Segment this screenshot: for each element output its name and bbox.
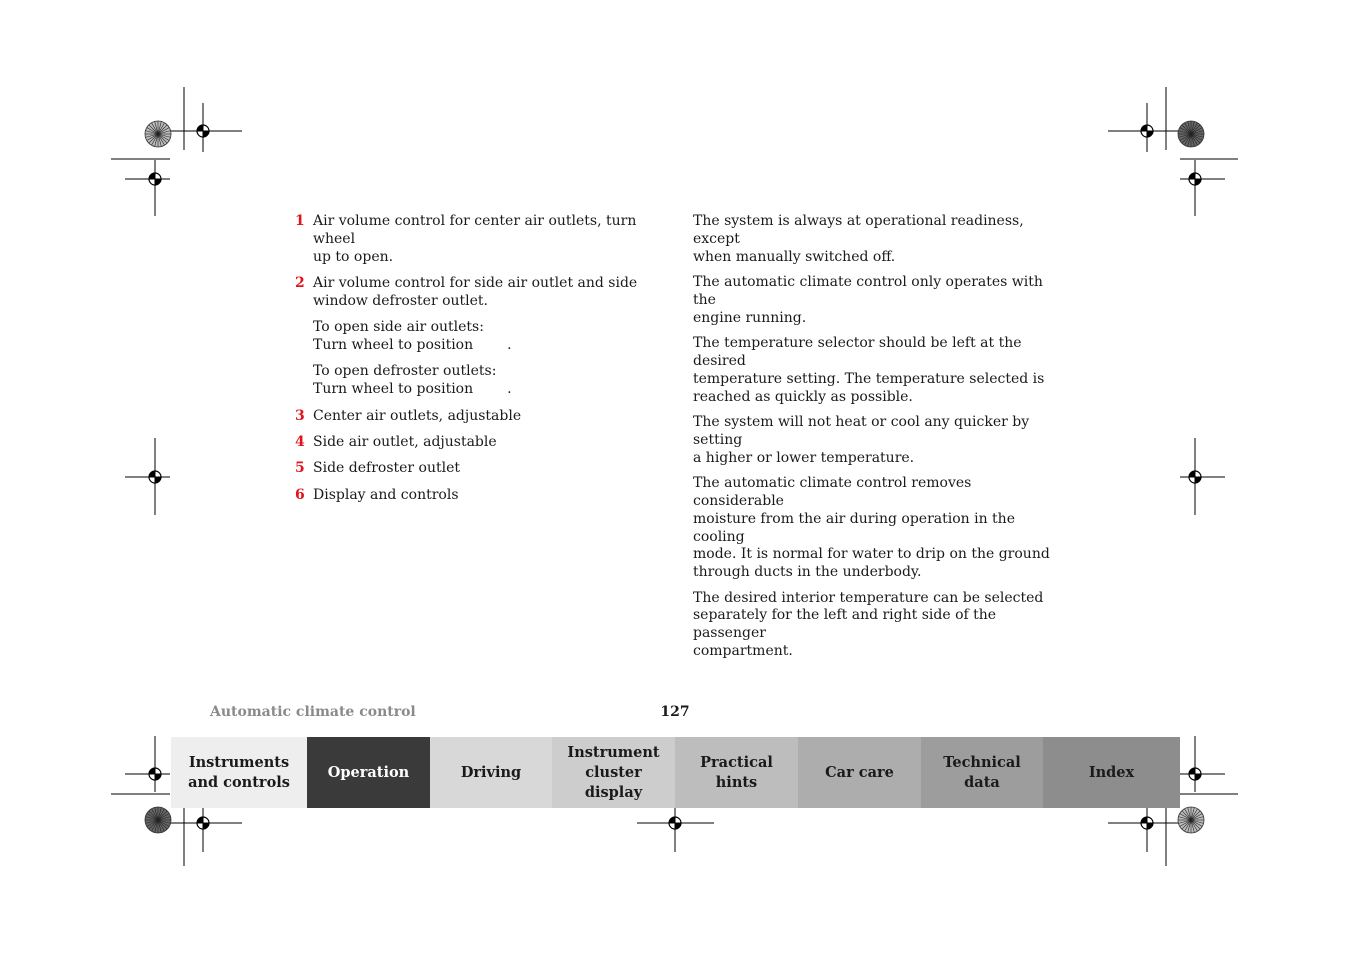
paragraph-line: engine running. xyxy=(693,309,807,326)
instruction-text: Turn wheel to position xyxy=(313,336,474,353)
body-paragraph xyxy=(693,590,1055,661)
item-text: Display and controls xyxy=(313,486,459,503)
instruction-period: . xyxy=(507,336,512,353)
paragraph-line: compartment. xyxy=(693,642,793,659)
nav-tab[interactable] xyxy=(798,737,921,808)
legend-item-3 xyxy=(295,408,665,426)
nav-tab[interactable] xyxy=(1043,737,1180,808)
item-number: 3 xyxy=(295,407,305,424)
right-column xyxy=(693,213,1055,668)
item-text: Air volume control for side air outlet and side xyxy=(313,274,638,291)
body-paragraph xyxy=(693,274,1055,327)
item-text: Side air outlet, adjustable xyxy=(313,433,497,450)
paragraph-line: a higher or lower temperature. xyxy=(693,449,915,466)
instruction-heading: To open side air outlets: xyxy=(313,319,484,336)
nav-tab[interactable] xyxy=(171,737,307,808)
instruction-side-outlets xyxy=(295,319,665,355)
section-title: Automatic climate control xyxy=(210,704,416,720)
paragraph-line: The system is always at operational readiness, except xyxy=(693,213,1024,247)
item-text: window defroster outlet. xyxy=(313,292,488,309)
paragraph-line: The automatic climate control removes considerable xyxy=(693,475,972,509)
paragraph-line: The temperature selector should be left at the desired xyxy=(693,335,1022,369)
paragraph-line: The desired interior temperature can be selected xyxy=(693,589,1044,606)
body-paragraph xyxy=(693,213,1055,266)
paragraph-line: when manually switched off. xyxy=(693,248,896,265)
nav-tab[interactable] xyxy=(430,737,552,808)
nav-tab-label: cluster display xyxy=(584,763,643,801)
legend-item-6 xyxy=(295,487,665,505)
item-number: 6 xyxy=(295,486,305,503)
legend-item-5 xyxy=(295,460,665,478)
item-text: up to open. xyxy=(313,248,394,265)
nav-tab-label: Instrument xyxy=(567,743,660,761)
item-text: Air volume control for center air outlets, turn wheel xyxy=(313,213,637,247)
item-number: 5 xyxy=(295,460,305,477)
item-text: Center air outlets, adjustable xyxy=(313,407,522,424)
instruction-period: . xyxy=(507,381,512,398)
legend-item-1 xyxy=(295,213,665,266)
paragraph-line: mode. It is normal for water to drip on the ground xyxy=(693,546,1050,563)
paragraph-line: separately for the left and right side of the passenger xyxy=(693,607,997,642)
paragraph-line: The automatic climate control only operates with the xyxy=(693,274,1043,308)
legend-item-2 xyxy=(295,275,665,311)
nav-tab-label: Practical hints xyxy=(700,753,773,791)
body-paragraph xyxy=(693,335,1055,406)
legend-item-4 xyxy=(295,434,665,452)
nav-tab[interactable] xyxy=(307,737,430,808)
instruction-text: Turn wheel to position xyxy=(313,381,474,398)
body-paragraph xyxy=(693,414,1055,467)
paragraph-line: moisture from the air during operation in the cooling xyxy=(693,510,1015,545)
nav-tab[interactable] xyxy=(552,737,675,808)
body-paragraph xyxy=(693,475,1055,582)
nav-tab[interactable] xyxy=(675,737,798,808)
nav-tab-label: Driving xyxy=(460,763,522,781)
paragraph-line: through ducts in the underbody. xyxy=(693,564,922,581)
nav-tab[interactable] xyxy=(921,737,1043,808)
nav-tab-label: and controls xyxy=(188,773,290,791)
nav-tab-label: Instruments xyxy=(188,753,290,771)
paragraph-line: temperature setting. The temperature selected is xyxy=(693,370,1045,387)
paragraph-line: reached as quickly as possible. xyxy=(693,388,913,405)
chapter-nav-bar xyxy=(171,737,1180,808)
item-number: 2 xyxy=(295,274,305,291)
left-column xyxy=(295,213,665,513)
item-number: 1 xyxy=(295,213,305,229)
instruction-defroster-outlets xyxy=(295,363,665,399)
item-number: 4 xyxy=(295,433,305,450)
paragraph-line: The system will not heat or cool any quicker by setting xyxy=(693,414,1030,448)
page-number: 127 xyxy=(660,704,690,720)
nav-tab-label: data xyxy=(964,773,1000,791)
nav-tab-label: Index xyxy=(1088,763,1135,781)
nav-tab-label: Car care xyxy=(825,763,894,781)
nav-tab-label: Operation xyxy=(327,763,410,781)
instruction-heading: To open defroster outlets: xyxy=(313,363,497,380)
item-text: Side defroster outlet xyxy=(313,460,461,477)
nav-tab-label: Technical xyxy=(943,753,1021,771)
